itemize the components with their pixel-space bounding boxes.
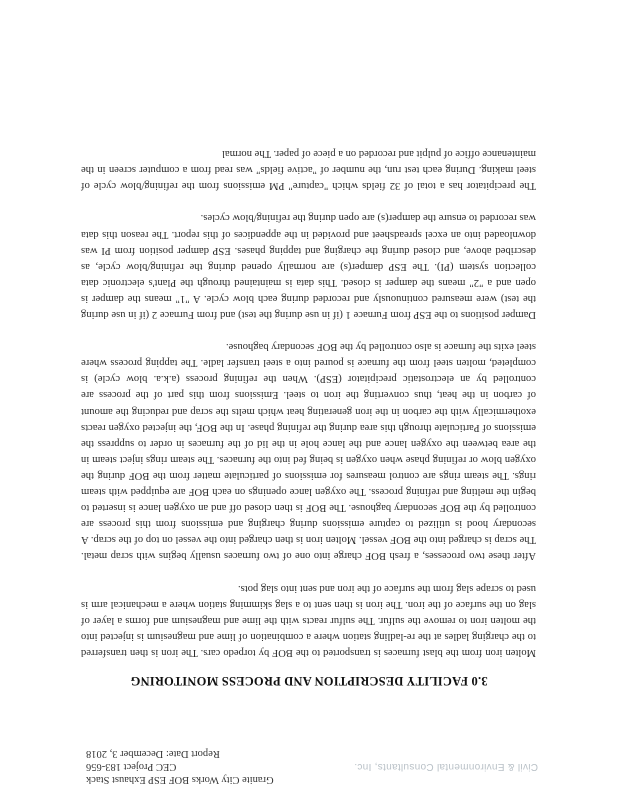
report-date: Report Date: December 3, 2018 — [86, 748, 220, 759]
project-info — [86, 747, 274, 786]
page-header — [0, 720, 618, 800]
section-heading: 3.0 FACILITY DESCRIPTION AND PROCESS MONITORING — [130, 674, 488, 688]
paragraph-molten-iron: Molten iron from the blast furnaces is transported to the BOF by torpedo cars. The iron is then transferred to the charging ladles at the re-ladling station where a combination of lime and magnesium is injected into the molten iron to remove the sulfur. The sulfur reacts with the lime and magnesium and forms a layer of slag on the surface of the iron. The iron is then sent to a slag skimming station where a mechanical arm is used to scrape slag from the surface of the iron and sent into slag pots. — [81, 582, 536, 658]
company-name: Civil & Environmental Consultants, Inc. — [354, 761, 538, 772]
paragraph-precipitator: The precipitator has a total of 32 fields which "capture" PM emissions from the refining/blow cycle of steel making. During each test run, the number of "active fields" was read from a computer screen in the maintenance office of pulpit and recorded on a piece of paper. The normal — [81, 148, 536, 192]
project-number: CEC Project 183-656 — [86, 761, 177, 772]
project-title: Granite City Works BOF ESP Exhaust Stack — [86, 774, 274, 785]
body-text — [81, 129, 536, 660]
paragraph-bof-charge: After these two processes, a fresh BOF charge into one of two furnaces usually begins with scrap metal. The scrap is charged into the BOF vessel. Molten iron is then charged into the vessel on top of the scrap. A secondary hood is utilized to capture emissions during charging and emissions from this process are controlled by the BOF secondary baghouse. The BOF is then closed off and an oxygen lance is inserted to begin the melting and refining process. The oxygen lance openings on each BOF are equipped with steam rings. The steam rings are control measures for emissions of particulate matter from the BOF during the oxygen blow or refining phase when oxygen is being fed into the furnaces. The steam rings inject steam in the area between the oxygen lance and the lance hole in the lid of the furnaces in order to suppress the emissions of Particulate through this area during the refining phase. In the BOF, the injected oxygen reacts exothermically with the carbon in the iron generating heat which melts the scrap and reducing the amount of carbon in the heat, thus converting the iron to steel. Emissions from this part of the process are controlled by an electrostatic precipitator (ESP). When the refining process (a.k.a. blow cycle) is completed, molten steel from the furnace is poured into a steel transfer ladle. The tapping process where steel exits the furnace is also controlled by the BOF secondary baghouse. — [81, 341, 536, 562]
paragraph-damper-positions: Damper positions to the ESP from Furnace 1 (if in use during the test) and from Furnace 2 (if in use during the test) were measured continuously and recorded during each blow cycle. A "1" means the damper is open and a "2" means the damper is closed. This data is maintained through the Plant's electronic data collection system (PI). The ESP damper(s) are normally opened during the refining/blow cycle, as described above, and closed during the charging and tapping phases. ESP damper position from PI was downloaded into an excel spreadsheet and provided in the appendices of this report. The reason this data was recorded to ensure the damper(s) are open during the refining/blow cycles. — [81, 212, 536, 321]
